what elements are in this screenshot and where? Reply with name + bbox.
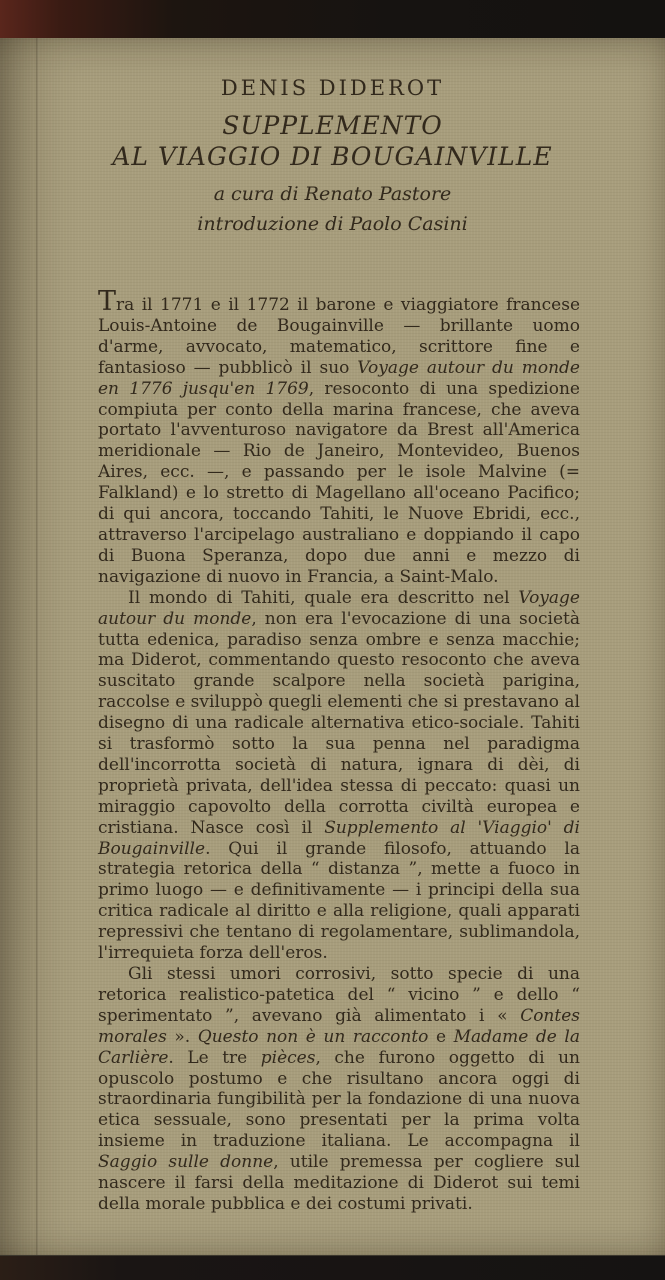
photo-background-bottom: [0, 1255, 665, 1280]
blurb-paragraph: Tra il 1771 e il 1772 il barone e viaggiatore francese Louis-Antoine de Bougainville — brillante uomo d'arme, avvocato, matematico, scrittore fine e fantasioso — pubblicò il suo Voyage autour du monde en 1776 jusqu'en 1769, resoconto di una spedizione compiuta per conto della marina francese, che aveva portato l'avventuroso navigatore da Brest all'America meridionale — Rio de Janeiro, Montevideo, Buenos Aires, ecc. —, e passando per le isole Malvine (= Falkland) e lo stretto di Magellano all'oceano Pacifico; di qui ancora, toccando Tahiti, le Nuove Ebridi, ecc., attraverso l'arcipelago australiano e doppiando il capo di Buona Speranza, dopo due anni e mezzo di navigazione di nuovo in Francia, a Saint-Malo.: [98, 286, 580, 587]
introduction-credit: introduzione di Paolo Casini: [197, 213, 468, 235]
book-title-line2: AL VIAGGIO DI BOUGAINVILLE: [112, 142, 553, 171]
editor-credit: a cura di Renato Pastore: [213, 183, 452, 205]
cover-blurb: [98, 286, 581, 1215]
book-title-line1: SUPPLEMENTO: [222, 111, 443, 140]
author-name: DENIS DIDEROT: [220, 76, 445, 100]
blurb-paragraph: Il mondo di Tahiti, quale era descritto nel Voyage autour du monde, non era l'evocazione di una società tutta edenica, paradiso senza ombre e senza macchie; ma Diderot, commentando questo resoconto che aveva suscitato grande scalpore nella società parigina, raccolse e sviluppò quegli elementi che si prestavano al disegno di una radicale alternativa etico-sociale. Tahiti si trasformò sotto la sua penna nel paradigma dell'incorrotta società di natura, ignara di dèi, di proprietà privata, dell'idea stessa di peccato: quasi un miraggio capovolto della corrotta civiltà europea e cristiana. Nasce così il Supplemento al 'Viaggio' di Bougainville. Qui il grande filosofo, attuando la strategia retorica della “ distanza ”, mette a fuoco in primo luogo — e definitivamente — i principi della sua critica radicale al diritto e alla religione, quali apparati repressivi che tentano di regolamentare, sublimandola, l'irrequieta forza dell'eros.: [98, 587, 580, 964]
photo-background-top: [0, 0, 665, 38]
book-front-cover: [0, 38, 665, 1255]
title-block: [0, 38, 665, 239]
blurb-paragraph: Gli stessi umori corrosivi, sotto specie di una retorica realistico-patetica del “ vicino ” e dello “ sperimentato ”, avevano già alimentato i « Contes morales ». Questo non è un racconto e Madame de la Carlière. Le tre pièces, che furono oggetto di un opuscolo postumo e che risultano ancora oggi di straordinaria fungibilità per la fondazione di una nuova etica sessuale, sono presentati per la prima volta insieme in traduzione italiana. Le accompagna il Saggio sulle donne, utile premessa per cogliere sul nascere il farsi della meditazione di Diderot sui temi della morale pubblica e dei costumi privati.: [98, 964, 581, 1214]
